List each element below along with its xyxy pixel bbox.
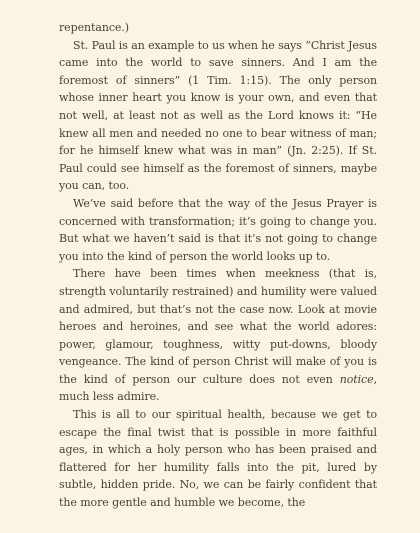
paragraph-1-text: repentance.) [59,21,129,34]
paragraph-4-emphasis: notice [339,372,374,386]
paragraph-4-text-a: There have been times when meekness (that is, strength voluntarily restrained) and humility were valued and admired, but that’s not the case now. Look at movie heroes and heroines, and see what the world adores: power, glamour, toughness, witty put-downs, bloody vengeance. The kind of person Christ will make of you is the kind of person our culture does not even [59,267,377,386]
paragraph-4-text-b: , much less admire. [59,372,377,404]
paragraph-5 [59,406,377,512]
paragraph-5-text: This is all to our spiritual health, because we get to escape the final twist that is possible in more faithful ages, in which a holy person who has been praised and flattered for her humility falls into the pit, lured by subtle, hidden pride. No, we can be fairly confident that the more gentle and humble we become, the [59,408,377,510]
paragraph-3 [59,195,377,265]
paragraph-1 [59,19,377,37]
paragraph-2 [59,37,377,195]
paragraph-4 [59,265,377,406]
paragraph-3-text: We’ve said before that the way of the Jesus Prayer is concerned with transformation; it’s going to change you. But what we haven’t said is that it’s not going to change you into the kind of person the world looks up to. [59,196,377,263]
paragraph-2-text: St. Paul is an example to us when he says “Christ Jesus came into the world to save sinners. And I am the foremost of sinners” (1 Tim. 1:15). The only person whose inner heart you know is your own, and even that not well, at least not as well as the Lord knows it: “He knew all men and needed no one to bear witness of man; for he himself knew what was in man” (Jn. 2:25). If St. Paul could see himself as the foremost of sinners, maybe you can, too. [59,38,377,193]
